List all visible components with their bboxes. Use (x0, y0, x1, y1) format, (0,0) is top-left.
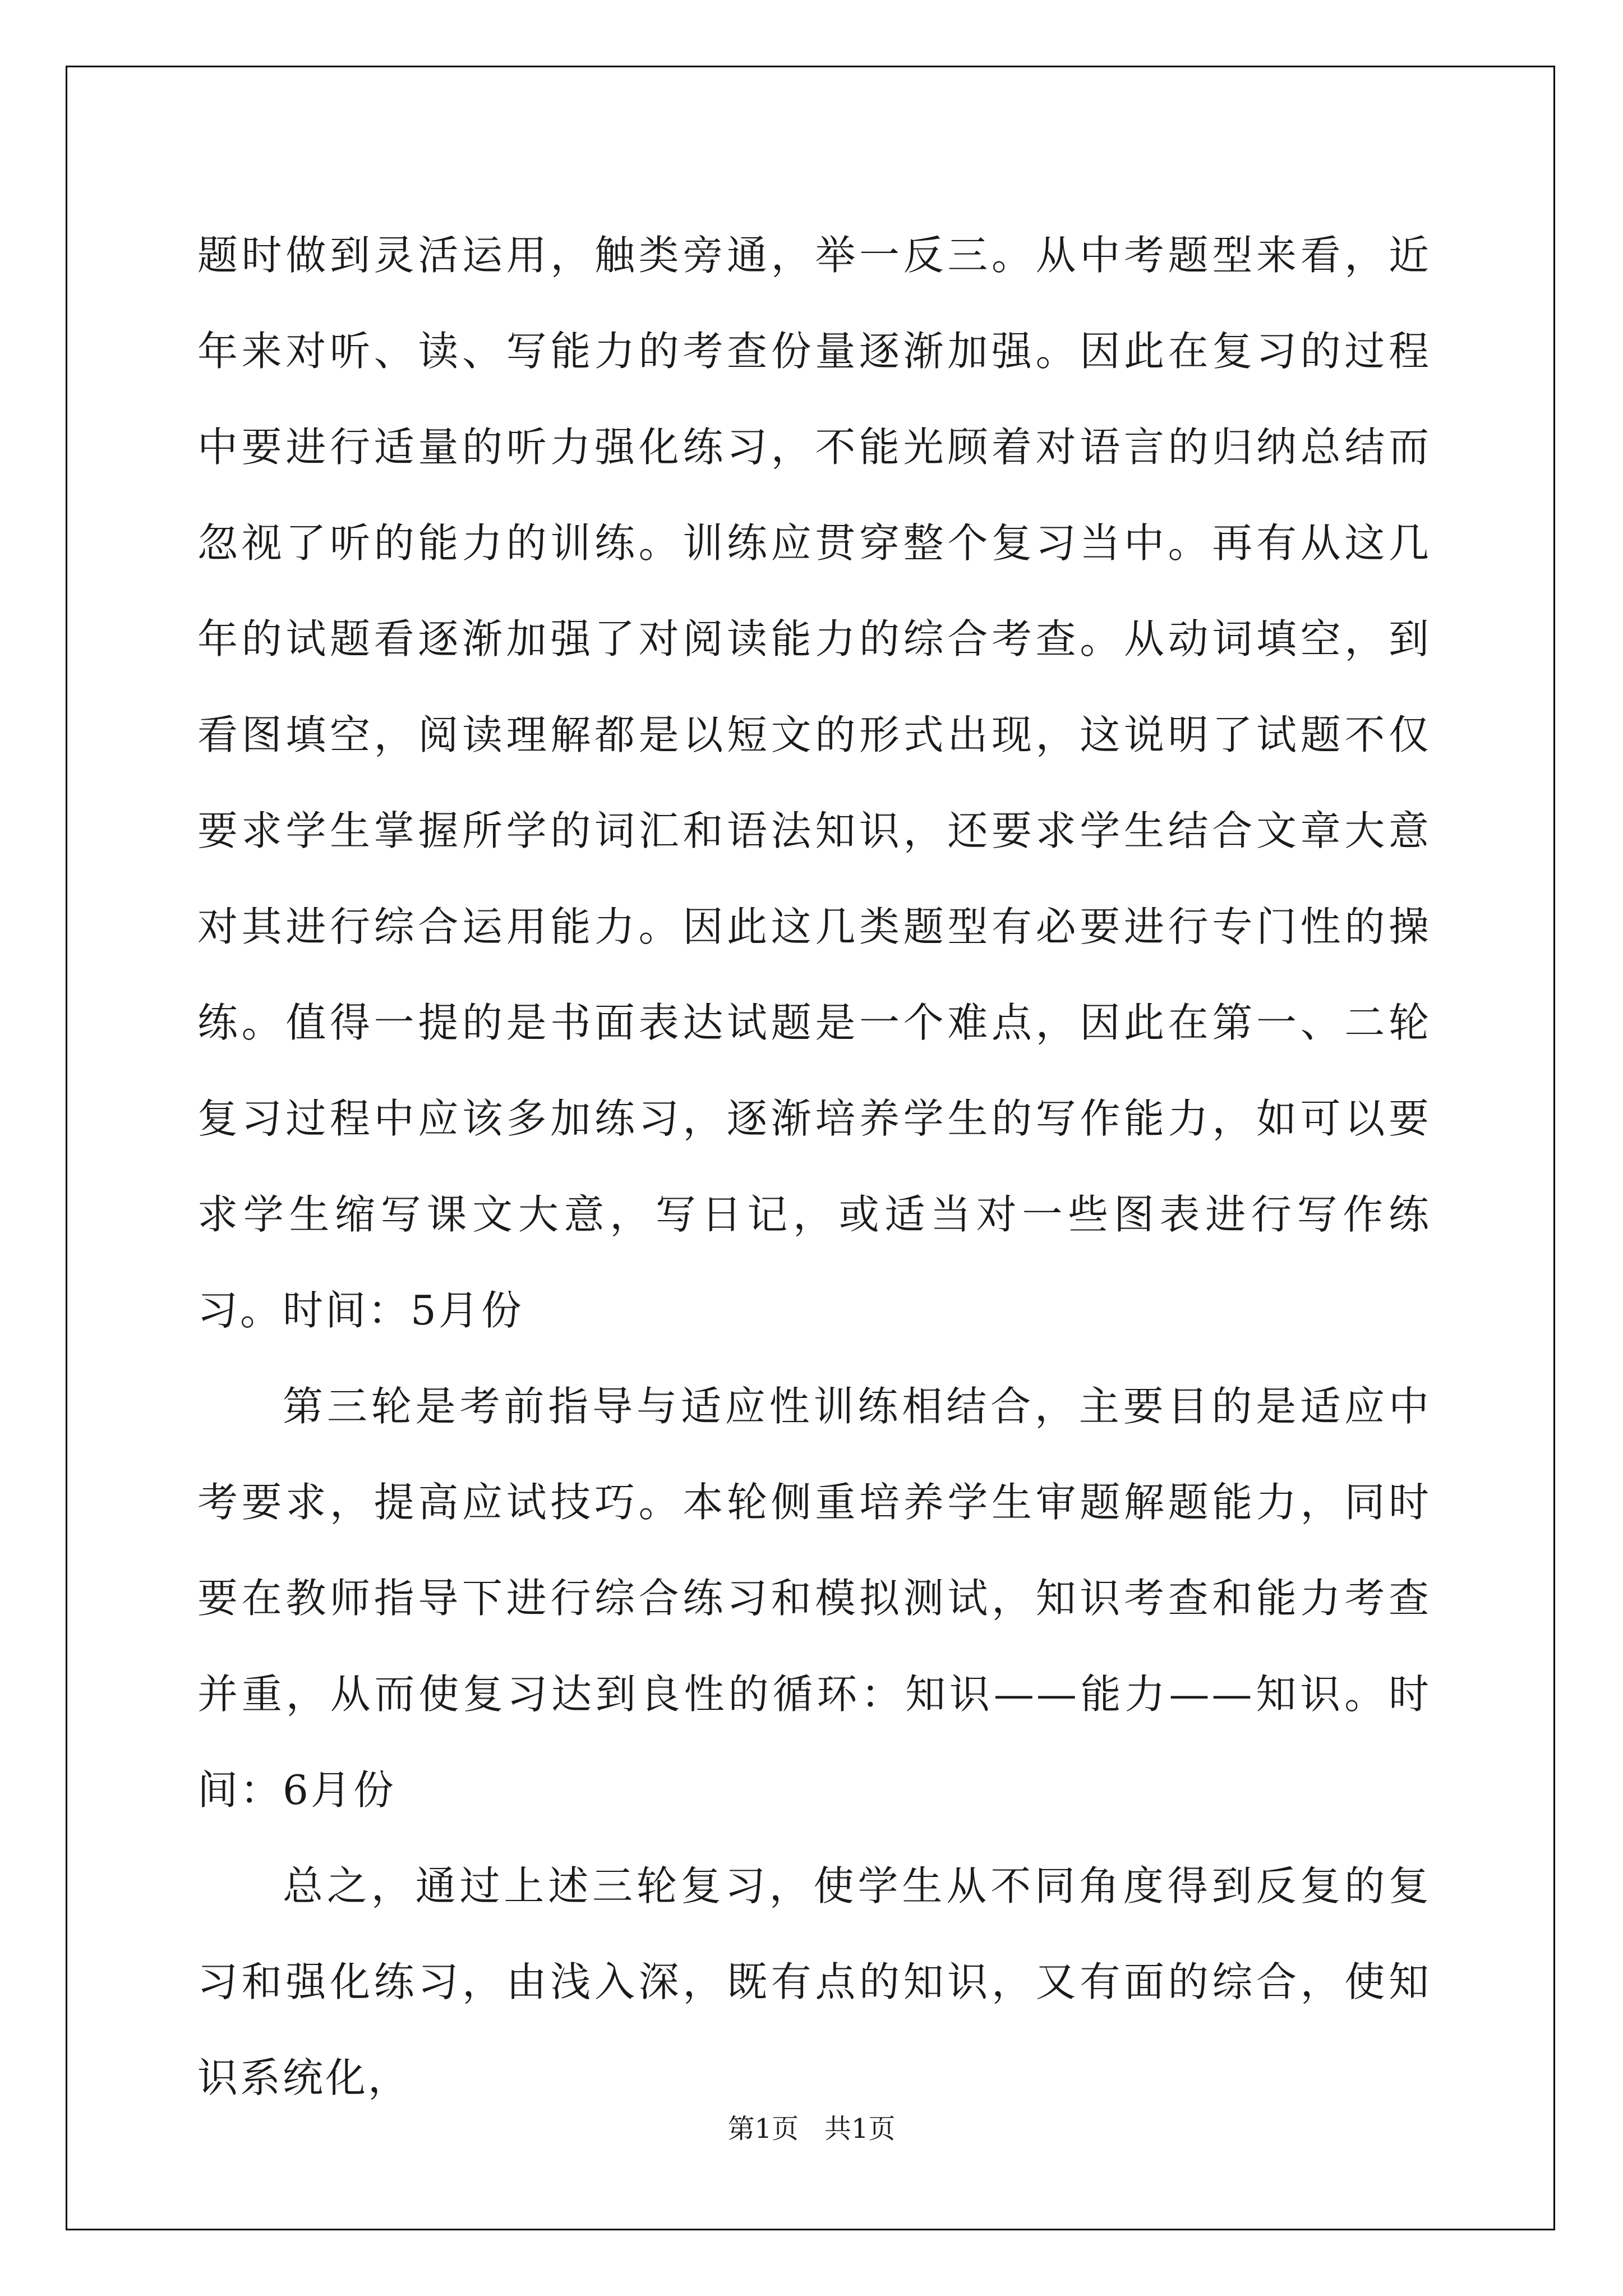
paragraph-1: 题时做到灵活运用，触类旁通，举一反三。从中考题型来看，近年来对听、读、写能力的考查份量逐渐加强。因此在复习的过程中要进行适量的听力强化练习，不能光顾着对语言的归纳总结而忽视了听的能力的训练。训练应贯穿整个复习当中。再有从这几年的试题看逐渐加强了对阅读能力的综合考查。从动词填空，到看图填空，阅读理解都是以短文的形式出现，这说明了试题不仅要求学生掌握所学的词汇和语法知识，还要求学生结合文章大意对其进行综合运用能力。因此这几类题型有必要进行专门性的操练。值得一提的是书面表达试题是一个难点，因此在第一、二轮复习过程中应该多加练习，逐渐培养学生的写作能力，如可以要求学生缩写课文大意，写日记，或适当对一些图表进行写作练习。时间：5月份 (197, 232, 1431, 1334)
page-number-footer: 第1页 共1页 (727, 2113, 896, 2145)
paragraph-3: 总之，通过上述三轮复习，使学生从不同角度得到反复的复习和强化练习，由浅入深，既有点的知识，又有面的综合，使知识系统化， (197, 1862, 1431, 2101)
paragraph-2: 第三轮是考前指导与适应性训练相结合，主要目的是适应中考要求，提高应试技巧。本轮侧重培养学生审题解题能力，同时要在教师指导下进行综合练习和模拟测试，知识考查和能力考查并重，从而使复习达到良性的循环：知识——能力——知识。时间：6月份 (197, 1383, 1431, 1814)
document-body (197, 208, 1431, 2126)
